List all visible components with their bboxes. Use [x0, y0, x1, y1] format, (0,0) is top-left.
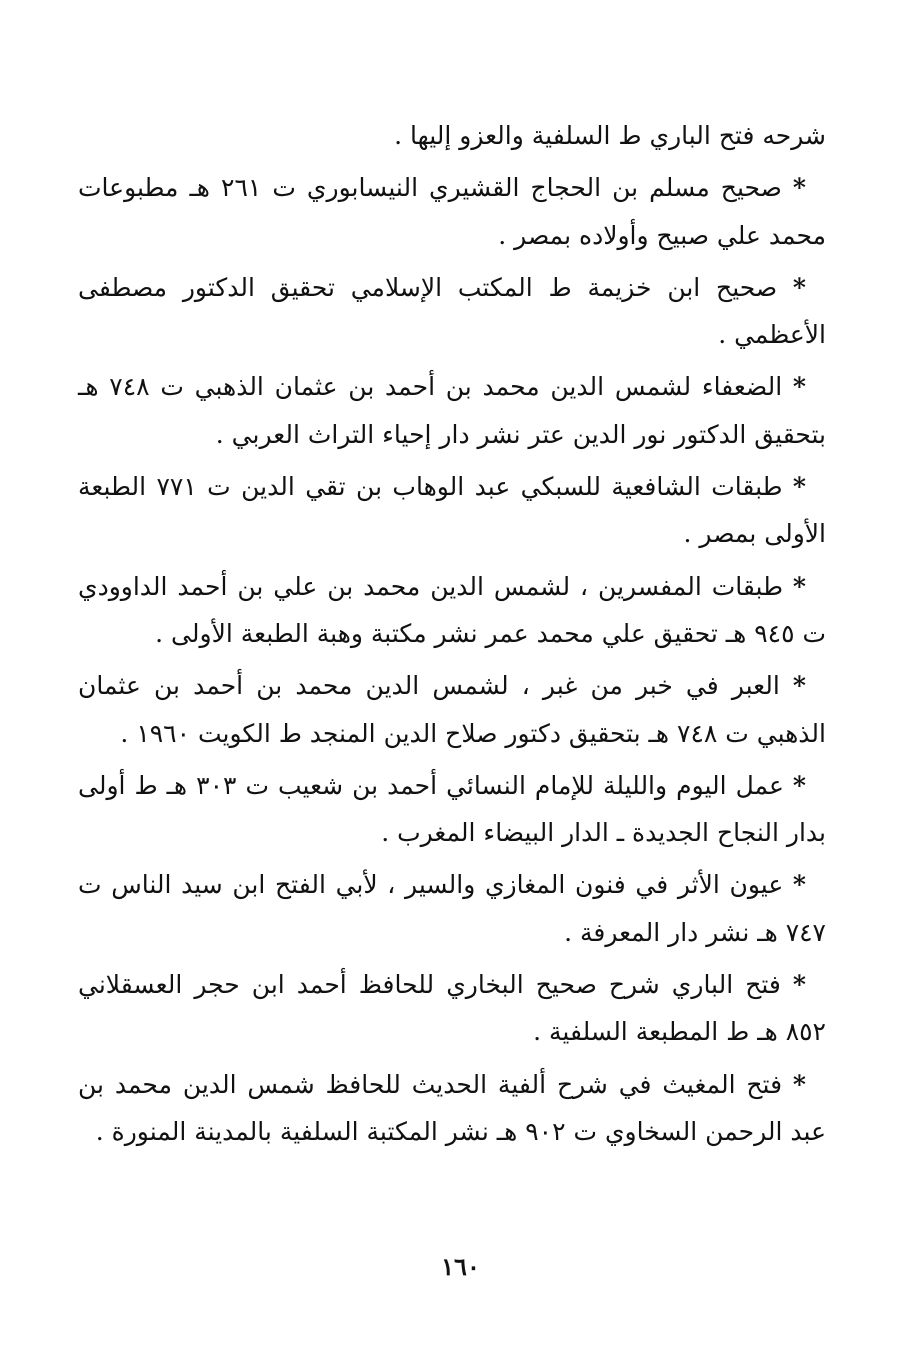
star-bullet-icon: *: [792, 870, 806, 900]
bibliography-entry: [78, 164, 826, 259]
entry-text: عمل اليوم والليلة للإمام النسائي أحمد بن شعيب ت ٣٠٣ هـ ط أولى بدار النجاح الجديدة ـ الدار البيضاء المغرب .: [78, 770, 826, 848]
star-bullet-icon: *: [792, 571, 806, 601]
entry-text: صحيح مسلم بن الحجاج القشيري النيسابوري ت ٢٦١ هـ مطبوعات محمد علي صبيح وأولاده بمصر .: [78, 173, 826, 250]
bibliography-entry: [78, 563, 826, 658]
star-bullet-icon: *: [792, 372, 806, 402]
entry-text: طبقات المفسرين ، لشمس الدين محمد بن علي بن أحمد الداوودي ت ٩٤٥ هـ تحقيق علي محمد عمر نشر مكتبة وهبة الطبعة الأولى .: [78, 571, 826, 648]
bibliography-entry: [78, 861, 826, 956]
bibliography-entry: [78, 762, 826, 857]
star-bullet-icon: *: [792, 272, 806, 302]
entry-text: فتح المغيث في شرح ألفية الحديث للحافظ شمس الدين محمد بن عبد الرحمن السخاوي ت ٩٠٢ هـ نشر المكتبة السلفية بالمدينة المنورة .: [78, 1069, 826, 1146]
bibliography-entry: [78, 463, 826, 558]
entry-text: العبر في خبر من غبر ، لشمس الدين محمد بن أحمد بن عثمان الذهبي ت ٧٤٨ هـ بتحقيق دكتور صلاح الدين المنجد ط الكويت ١٩٦٠ .: [78, 671, 826, 748]
bibliography-list: [78, 112, 826, 1160]
bibliography-entry: [78, 961, 826, 1056]
entry-text: الضعفاء لشمس الدين محمد بن أحمد بن عثمان الذهبي ت ٧٤٨ هـ بتحقيق الدكتور نور الدين عتر نشر دار إحياء التراث العربي .: [78, 372, 826, 449]
bibliography-entry: [78, 264, 826, 359]
star-bullet-icon: *: [792, 770, 806, 800]
star-bullet-icon: *: [792, 671, 806, 701]
star-bullet-icon: *: [792, 970, 806, 1000]
continuation-paragraph: شرحه فتح الباري ط السلفية والعزو إليها .: [394, 121, 826, 150]
bibliography-entry: [78, 1061, 826, 1156]
star-bullet-icon: *: [792, 472, 806, 502]
entry-text: صحيح ابن خزيمة ط المكتب الإسلامي تحقيق الدكتور مصطفى الأعظمي .: [78, 272, 826, 350]
bibliography-entry: [78, 662, 826, 757]
star-bullet-icon: *: [792, 1069, 806, 1099]
entry-text: طبقات الشافعية للسبكي عبد الوهاب بن تقي الدين ت ٧٧١ الطبعة الأولى بمصر .: [78, 472, 826, 549]
entry-text: فتح الباري شرح صحيح البخاري للحافظ أحمد ابن حجر العسقلاني ٨٥٢ هـ ط المطبعة السلفية .: [78, 970, 826, 1047]
entry-text: عيون الأثر في فنون المغازي والسير ، لأبي الفتح ابن سيد الناس ت ٧٤٧ هـ نشر دار المعرفة .: [78, 870, 826, 947]
star-bullet-icon: *: [792, 173, 806, 203]
page-number: ١٦٠: [441, 1252, 480, 1281]
bibliography-entry: [78, 363, 826, 458]
